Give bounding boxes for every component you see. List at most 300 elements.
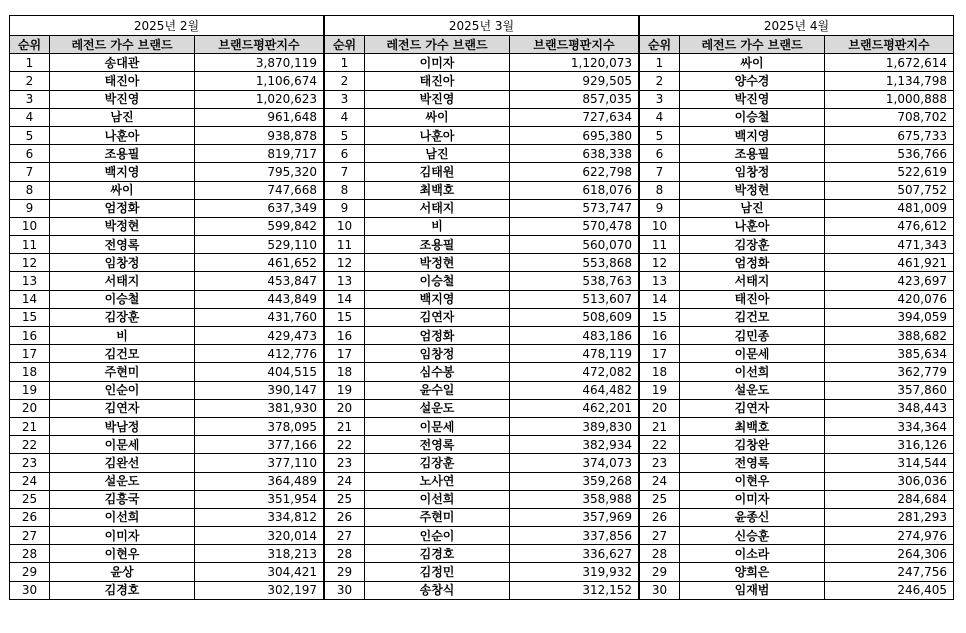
table-row xyxy=(325,145,639,163)
rank-cell: 6 xyxy=(325,145,365,163)
score-cell: 364,489 xyxy=(195,472,324,490)
score-cell: 478,119 xyxy=(510,345,639,363)
name-cell: 김민종 xyxy=(680,327,825,345)
score-cell: 274,976 xyxy=(825,527,954,545)
rank-cell: 12 xyxy=(325,254,365,272)
score-cell: 320,014 xyxy=(195,527,324,545)
rank-cell: 13 xyxy=(10,272,50,290)
score-cell: 412,776 xyxy=(195,345,324,363)
rank-cell: 11 xyxy=(640,236,680,254)
score-cell: 337,856 xyxy=(510,527,639,545)
score-cell: 358,988 xyxy=(510,490,639,508)
score-header: 브랜드평판지수 xyxy=(195,36,324,54)
table-row xyxy=(325,490,639,508)
rank-cell: 24 xyxy=(640,472,680,490)
name-cell: 박정현 xyxy=(365,254,510,272)
name-cell: 조용필 xyxy=(365,236,510,254)
table-row xyxy=(325,581,639,599)
name-cell: 김장훈 xyxy=(680,236,825,254)
score-cell: 319,932 xyxy=(510,563,639,581)
score-cell: 819,717 xyxy=(195,145,324,163)
score-cell: 464,482 xyxy=(510,381,639,399)
table-row xyxy=(640,254,954,272)
score-cell: 538,763 xyxy=(510,272,639,290)
table-row xyxy=(325,308,639,326)
rank-cell: 11 xyxy=(10,236,50,254)
name-cell: 설운도 xyxy=(680,381,825,399)
name-cell: 김연자 xyxy=(365,308,510,326)
table-row xyxy=(325,399,639,417)
table-row xyxy=(10,508,324,526)
rank-cell: 30 xyxy=(640,581,680,599)
table-row xyxy=(10,345,324,363)
score-cell: 351,954 xyxy=(195,490,324,508)
name-cell: 싸이 xyxy=(680,54,825,72)
table-row xyxy=(325,236,639,254)
rank-cell: 4 xyxy=(10,108,50,126)
score-cell: 314,544 xyxy=(825,454,954,472)
rank-cell: 10 xyxy=(640,217,680,235)
rank-cell: 15 xyxy=(640,308,680,326)
table-row xyxy=(325,327,639,345)
rank-cell: 29 xyxy=(325,563,365,581)
table-row xyxy=(10,490,324,508)
rank-cell: 25 xyxy=(640,490,680,508)
table-row xyxy=(325,436,639,454)
name-cell: 윤종신 xyxy=(680,508,825,526)
name-cell: 태진아 xyxy=(365,72,510,90)
name-cell: 김경호 xyxy=(365,545,510,563)
rank-cell: 21 xyxy=(325,417,365,435)
score-cell: 247,756 xyxy=(825,563,954,581)
table-row xyxy=(10,145,324,163)
table-row xyxy=(640,363,954,381)
name-header: 레전드 가수 브랜드 xyxy=(680,36,825,54)
score-cell: 675,733 xyxy=(825,126,954,144)
table-row xyxy=(325,90,639,108)
rank-cell: 16 xyxy=(640,327,680,345)
table-row xyxy=(10,436,324,454)
score-cell: 795,320 xyxy=(195,163,324,181)
rank-cell: 26 xyxy=(10,508,50,526)
rank-cell: 16 xyxy=(325,327,365,345)
score-cell: 1,672,614 xyxy=(825,54,954,72)
score-cell: 312,152 xyxy=(510,581,639,599)
table-row xyxy=(325,527,639,545)
name-cell: 이문세 xyxy=(50,436,195,454)
score-cell: 246,405 xyxy=(825,581,954,599)
table-row xyxy=(640,236,954,254)
rank-cell: 21 xyxy=(640,417,680,435)
month-table-apr xyxy=(639,15,954,600)
name-cell: 전영록 xyxy=(50,236,195,254)
table-row xyxy=(10,163,324,181)
rank-cell: 8 xyxy=(10,181,50,199)
score-cell: 374,073 xyxy=(510,454,639,472)
rank-cell: 28 xyxy=(640,545,680,563)
rank-cell: 4 xyxy=(640,108,680,126)
score-cell: 377,166 xyxy=(195,436,324,454)
table-row xyxy=(10,454,324,472)
name-cell: 비 xyxy=(365,217,510,235)
rank-cell: 12 xyxy=(10,254,50,272)
rank-cell: 5 xyxy=(10,126,50,144)
name-cell: 김완선 xyxy=(50,454,195,472)
table-row xyxy=(640,545,954,563)
score-cell: 404,515 xyxy=(195,363,324,381)
rank-cell: 1 xyxy=(10,54,50,72)
table-row xyxy=(10,72,324,90)
table-row xyxy=(640,527,954,545)
name-cell: 양희은 xyxy=(680,563,825,581)
score-cell: 1,106,674 xyxy=(195,72,324,90)
rank-cell: 21 xyxy=(10,417,50,435)
month-title: 2025년 3월 xyxy=(325,16,639,36)
table-row xyxy=(640,508,954,526)
rank-cell: 17 xyxy=(640,345,680,363)
name-cell: 김연자 xyxy=(680,399,825,417)
name-cell: 주현미 xyxy=(365,508,510,526)
score-cell: 599,842 xyxy=(195,217,324,235)
rank-cell: 2 xyxy=(10,72,50,90)
rank-cell: 14 xyxy=(325,290,365,308)
name-cell: 인순이 xyxy=(50,381,195,399)
score-cell: 573,747 xyxy=(510,199,639,217)
name-cell: 조용필 xyxy=(680,145,825,163)
table-row xyxy=(640,217,954,235)
score-cell: 553,868 xyxy=(510,254,639,272)
rank-cell: 15 xyxy=(10,308,50,326)
rank-cell: 7 xyxy=(640,163,680,181)
name-cell: 이문세 xyxy=(680,345,825,363)
table-row xyxy=(325,54,639,72)
score-cell: 637,349 xyxy=(195,199,324,217)
rank-cell: 28 xyxy=(10,545,50,563)
score-cell: 483,186 xyxy=(510,327,639,345)
rank-cell: 6 xyxy=(10,145,50,163)
score-cell: 1,020,623 xyxy=(195,90,324,108)
score-cell: 747,668 xyxy=(195,181,324,199)
name-cell: 엄정화 xyxy=(50,199,195,217)
name-cell: 신승훈 xyxy=(680,527,825,545)
score-cell: 3,870,119 xyxy=(195,54,324,72)
table-row xyxy=(640,417,954,435)
rank-cell: 10 xyxy=(10,217,50,235)
rank-cell: 9 xyxy=(10,199,50,217)
rank-cell: 19 xyxy=(325,381,365,399)
name-cell: 김연자 xyxy=(50,399,195,417)
rank-cell: 20 xyxy=(325,399,365,417)
name-cell: 백지영 xyxy=(50,163,195,181)
rank-cell: 12 xyxy=(640,254,680,272)
rank-cell: 22 xyxy=(325,436,365,454)
table-row xyxy=(325,472,639,490)
table-row xyxy=(10,290,324,308)
table-row xyxy=(325,381,639,399)
name-cell: 김창완 xyxy=(680,436,825,454)
rank-cell: 18 xyxy=(325,363,365,381)
rank-cell: 23 xyxy=(325,454,365,472)
table-row xyxy=(10,108,324,126)
rank-cell: 14 xyxy=(640,290,680,308)
table-row xyxy=(10,327,324,345)
rank-cell: 5 xyxy=(325,126,365,144)
table-row xyxy=(640,72,954,90)
name-cell: 이미자 xyxy=(50,527,195,545)
name-cell: 이소라 xyxy=(680,545,825,563)
name-cell: 김흥국 xyxy=(50,490,195,508)
name-cell: 엄정화 xyxy=(680,254,825,272)
name-cell: 남진 xyxy=(365,145,510,163)
table-row xyxy=(10,308,324,326)
name-cell: 윤수일 xyxy=(365,381,510,399)
score-cell: 318,213 xyxy=(195,545,324,563)
name-cell: 이선희 xyxy=(680,363,825,381)
rank-header: 순위 xyxy=(10,36,50,54)
score-cell: 306,036 xyxy=(825,472,954,490)
table-row xyxy=(325,108,639,126)
score-cell: 471,343 xyxy=(825,236,954,254)
score-cell: 381,930 xyxy=(195,399,324,417)
name-cell: 김정민 xyxy=(365,563,510,581)
score-cell: 929,505 xyxy=(510,72,639,90)
name-cell: 심수봉 xyxy=(365,363,510,381)
table-row xyxy=(640,345,954,363)
score-cell: 618,076 xyxy=(510,181,639,199)
name-cell: 박진영 xyxy=(365,90,510,108)
name-cell: 임창정 xyxy=(365,345,510,363)
table-row xyxy=(325,217,639,235)
name-cell: 양수경 xyxy=(680,72,825,90)
score-cell: 420,076 xyxy=(825,290,954,308)
table-row xyxy=(10,417,324,435)
score-cell: 423,697 xyxy=(825,272,954,290)
score-header: 브랜드평판지수 xyxy=(825,36,954,54)
name-cell: 백지영 xyxy=(365,290,510,308)
table-row xyxy=(640,126,954,144)
name-cell: 설운도 xyxy=(50,472,195,490)
rank-cell: 4 xyxy=(325,108,365,126)
score-cell: 281,293 xyxy=(825,508,954,526)
name-cell: 박진영 xyxy=(680,90,825,108)
rank-cell: 3 xyxy=(640,90,680,108)
score-cell: 334,812 xyxy=(195,508,324,526)
score-cell: 536,766 xyxy=(825,145,954,163)
table-row xyxy=(640,163,954,181)
name-cell: 전영록 xyxy=(365,436,510,454)
name-cell: 김건모 xyxy=(680,308,825,326)
rank-cell: 8 xyxy=(325,181,365,199)
score-cell: 390,147 xyxy=(195,381,324,399)
rank-cell: 15 xyxy=(325,308,365,326)
rank-cell: 20 xyxy=(10,399,50,417)
table-row xyxy=(10,527,324,545)
name-cell: 이승철 xyxy=(365,272,510,290)
name-cell: 나훈아 xyxy=(365,126,510,144)
score-cell: 359,268 xyxy=(510,472,639,490)
month-title: 2025년 2월 xyxy=(10,16,324,36)
score-cell: 431,760 xyxy=(195,308,324,326)
table-row xyxy=(640,563,954,581)
rank-cell: 6 xyxy=(640,145,680,163)
score-cell: 388,682 xyxy=(825,327,954,345)
table-row xyxy=(10,472,324,490)
score-cell: 378,095 xyxy=(195,417,324,435)
score-cell: 304,421 xyxy=(195,563,324,581)
table-row xyxy=(325,545,639,563)
name-cell: 이문세 xyxy=(365,417,510,435)
name-cell: 송창식 xyxy=(365,581,510,599)
table-row xyxy=(10,545,324,563)
rank-cell: 16 xyxy=(10,327,50,345)
rank-cell: 3 xyxy=(325,90,365,108)
rank-cell: 23 xyxy=(640,454,680,472)
name-cell: 태진아 xyxy=(50,72,195,90)
table-row xyxy=(325,454,639,472)
table-row xyxy=(640,472,954,490)
score-cell: 695,380 xyxy=(510,126,639,144)
table-row xyxy=(325,508,639,526)
score-cell: 938,878 xyxy=(195,126,324,144)
rank-cell: 19 xyxy=(10,381,50,399)
name-cell: 이현우 xyxy=(680,472,825,490)
rank-cell: 7 xyxy=(325,163,365,181)
name-cell: 조용필 xyxy=(50,145,195,163)
name-cell: 임재범 xyxy=(680,581,825,599)
score-cell: 389,830 xyxy=(510,417,639,435)
name-cell: 김태원 xyxy=(365,163,510,181)
name-cell: 김장훈 xyxy=(50,308,195,326)
score-cell: 357,860 xyxy=(825,381,954,399)
score-cell: 522,619 xyxy=(825,163,954,181)
score-cell: 443,849 xyxy=(195,290,324,308)
score-cell: 462,201 xyxy=(510,399,639,417)
rank-cell: 3 xyxy=(10,90,50,108)
month-table-feb xyxy=(9,15,324,600)
table-row xyxy=(325,163,639,181)
name-cell: 백지영 xyxy=(680,126,825,144)
rank-header: 순위 xyxy=(640,36,680,54)
score-cell: 708,702 xyxy=(825,108,954,126)
score-cell: 857,035 xyxy=(510,90,639,108)
table-row xyxy=(640,436,954,454)
name-cell: 최백호 xyxy=(365,181,510,199)
score-cell: 382,934 xyxy=(510,436,639,454)
rank-cell: 2 xyxy=(325,72,365,90)
name-cell: 이미자 xyxy=(680,490,825,508)
table-row xyxy=(640,308,954,326)
name-cell: 최백호 xyxy=(680,417,825,435)
table-row xyxy=(10,363,324,381)
name-cell: 서태지 xyxy=(365,199,510,217)
rank-cell: 19 xyxy=(640,381,680,399)
rank-cell: 14 xyxy=(10,290,50,308)
rank-cell: 20 xyxy=(640,399,680,417)
table-row xyxy=(640,490,954,508)
score-cell: 476,612 xyxy=(825,217,954,235)
table-row xyxy=(10,90,324,108)
score-cell: 513,607 xyxy=(510,290,639,308)
table-row xyxy=(640,108,954,126)
rank-header: 순위 xyxy=(325,36,365,54)
name-cell: 송대관 xyxy=(50,54,195,72)
rank-cell: 13 xyxy=(325,272,365,290)
rank-cell: 23 xyxy=(10,454,50,472)
rank-cell: 22 xyxy=(10,436,50,454)
table-row xyxy=(640,327,954,345)
table-row xyxy=(325,417,639,435)
name-cell: 박진영 xyxy=(50,90,195,108)
score-cell: 1,000,888 xyxy=(825,90,954,108)
name-cell: 비 xyxy=(50,327,195,345)
rank-cell: 5 xyxy=(640,126,680,144)
name-cell: 남진 xyxy=(680,199,825,217)
name-cell: 나훈아 xyxy=(680,217,825,235)
table-row xyxy=(640,145,954,163)
rank-cell: 29 xyxy=(640,563,680,581)
table-row xyxy=(640,181,954,199)
rank-cell: 17 xyxy=(325,345,365,363)
rank-cell: 13 xyxy=(640,272,680,290)
table-row xyxy=(325,199,639,217)
name-cell: 김건모 xyxy=(50,345,195,363)
score-cell: 570,478 xyxy=(510,217,639,235)
rank-cell: 25 xyxy=(325,490,365,508)
name-cell: 박정현 xyxy=(50,217,195,235)
table-row xyxy=(640,381,954,399)
table-row xyxy=(325,181,639,199)
name-cell: 윤상 xyxy=(50,563,195,581)
score-cell: 481,009 xyxy=(825,199,954,217)
score-cell: 348,443 xyxy=(825,399,954,417)
table-row xyxy=(10,181,324,199)
table-row xyxy=(10,126,324,144)
name-cell: 태진아 xyxy=(680,290,825,308)
score-cell: 461,921 xyxy=(825,254,954,272)
rank-cell: 27 xyxy=(10,527,50,545)
rank-cell: 8 xyxy=(640,181,680,199)
table-row xyxy=(640,290,954,308)
rank-cell: 25 xyxy=(10,490,50,508)
table-row xyxy=(325,72,639,90)
name-cell: 남진 xyxy=(50,108,195,126)
table-row xyxy=(10,236,324,254)
name-cell: 임창정 xyxy=(680,163,825,181)
table-row xyxy=(640,581,954,599)
name-cell: 이미자 xyxy=(365,54,510,72)
month-title: 2025년 4월 xyxy=(640,16,954,36)
name-cell: 임창정 xyxy=(50,254,195,272)
rank-cell: 22 xyxy=(640,436,680,454)
table-row xyxy=(640,90,954,108)
table-row xyxy=(640,454,954,472)
rank-cell: 27 xyxy=(640,527,680,545)
score-header: 브랜드평판지수 xyxy=(510,36,639,54)
table-row xyxy=(10,563,324,581)
rank-cell: 1 xyxy=(640,54,680,72)
table-row xyxy=(325,363,639,381)
name-cell: 전영록 xyxy=(680,454,825,472)
name-header: 레전드 가수 브랜드 xyxy=(50,36,195,54)
score-cell: 961,648 xyxy=(195,108,324,126)
table-row xyxy=(325,272,639,290)
table-row xyxy=(325,345,639,363)
name-cell: 이현우 xyxy=(50,545,195,563)
rank-cell: 26 xyxy=(640,508,680,526)
table-row xyxy=(10,381,324,399)
rank-cell: 11 xyxy=(325,236,365,254)
score-cell: 394,059 xyxy=(825,308,954,326)
